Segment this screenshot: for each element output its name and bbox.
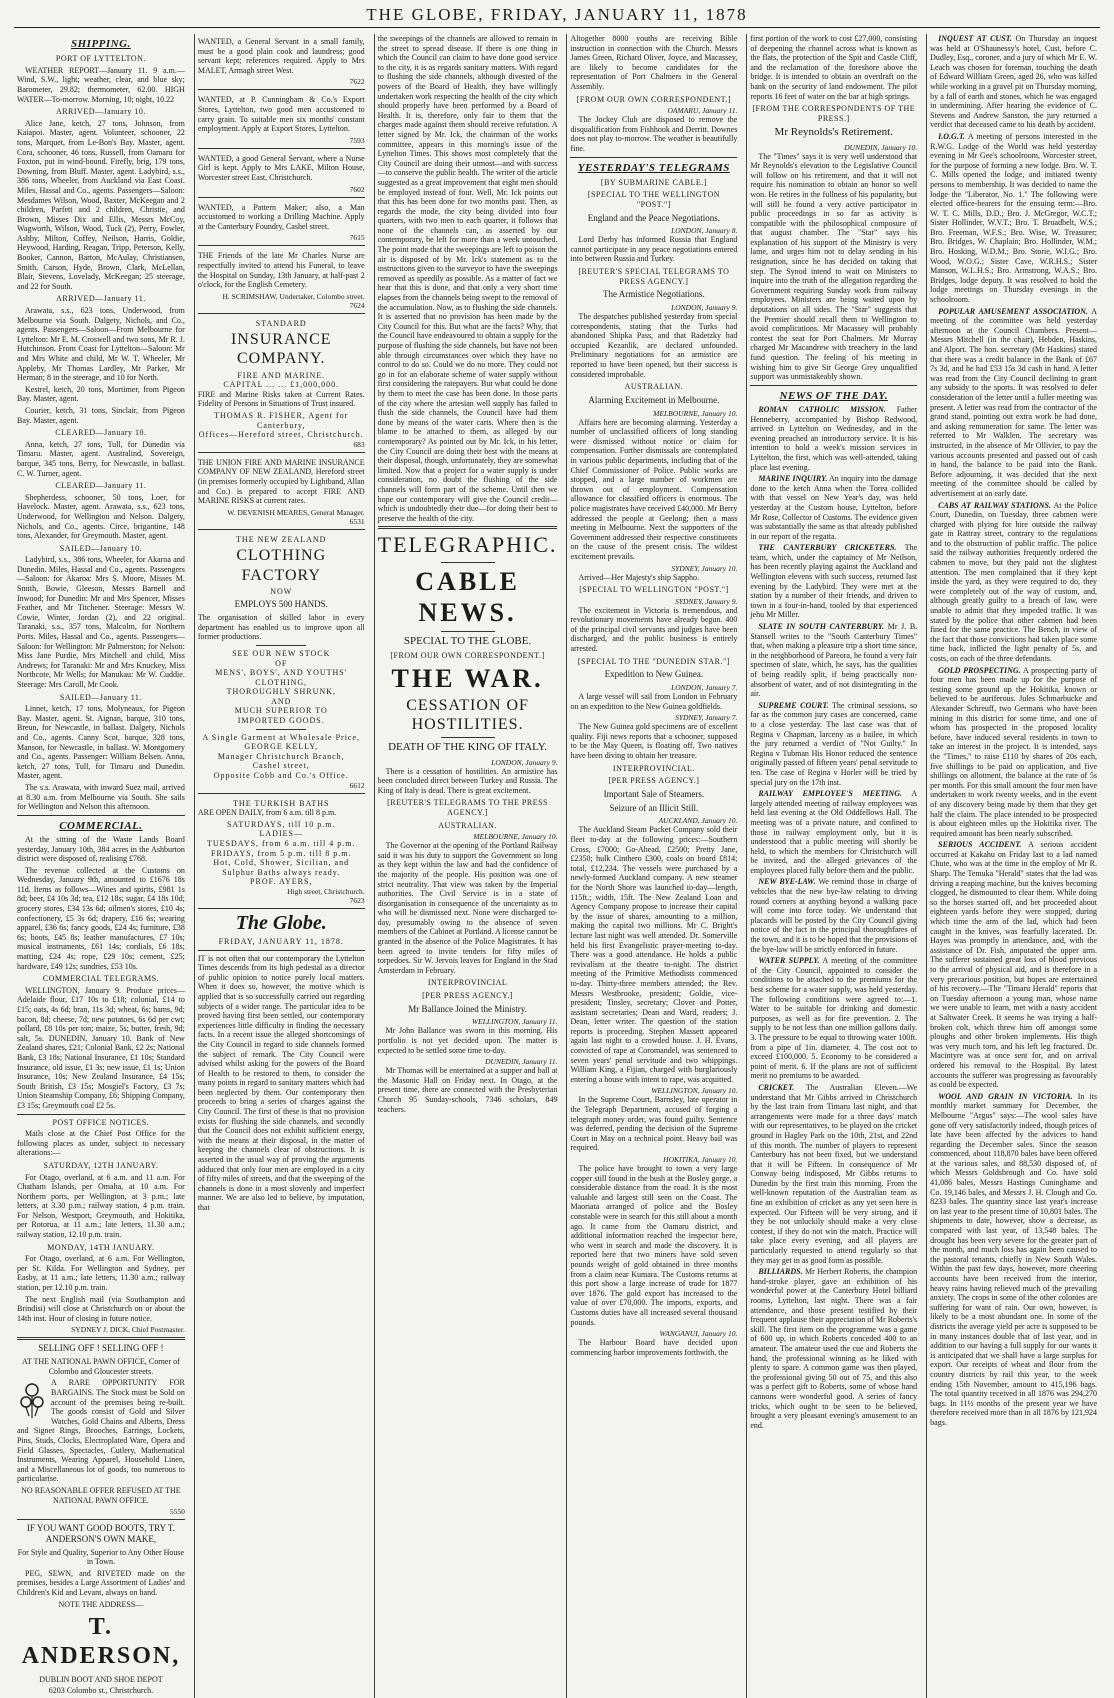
item-body: The Australian Eleven.—We understand that Mr Gibbs arrived in Christchurch by the last train from Timaru last night, and that arrangements were made for a three days' match with our representatives, to be played on the cricket ground in Hagley Park on the 10th, 21st, and 22nd of this month. The number of players to represent Canterbury has not been fixed, but we understand that it will be Fifteen. In consequence of Mr Conway being indisposed, Mr Gibbs returns to Dunedin by the first train this morning. From the well-known reputation of the Australian team as fine an exhibition of cricket as any yet seen here is expected. Our Fifteen will be very strong, and if they be not unluckily should make a very close contest, if they do not win the match. Practice will take place every evening, and all players are particularly requested to attend regularly so that they may get in as good form as possible. bbox=[750, 1082, 918, 1265]
fire-marine-label: FIRE AND MARINE. bbox=[237, 370, 326, 380]
item-body: Father Henneberry, accompanied by Bishop Redwood, arrived in Lyttelton on Wednesday, and in the evening preached an introductory service. It is his intention to hold a week's mission services in Lyttelton, the first, which was well-attended, taking place last evening. bbox=[750, 404, 918, 472]
dunedin-body: Mr Thomas will be entertained at a supper and ball at the Masonic Hall on Friday next. In Otago, at the present time, there are connected with the Presbyterian Church 95 Sunday-schools, 7346 scholars, 849 teachers. bbox=[377, 1066, 558, 1114]
baths-open-daily: ARE OPEN DAILY, from 6 a.m. till 8 p.m. bbox=[197, 808, 337, 818]
dateline: MELBOURNE, January 10. bbox=[653, 408, 738, 418]
item-label: POPULAR AMUSEMENT ASSOCIATION. bbox=[938, 306, 1088, 316]
opposite-cobb: Opposite Cobb and Co.'s Office. bbox=[213, 771, 349, 781]
fridays: FRIDAYS, from 5 p.m. till 8 p.m. bbox=[211, 848, 352, 858]
single-garment: A Single Garment at Wholesale Price, bbox=[202, 732, 361, 742]
masthead-rule bbox=[14, 27, 1100, 28]
item-label: CRICKET. bbox=[758, 1082, 795, 1092]
submarine-cable-tag: [BY SUBMARINE CABLE.] bbox=[600, 177, 707, 187]
new-guinea-heading: Expedition to New Guinea. bbox=[604, 669, 704, 680]
item-label: THE CANTERBURY CRICKETERS. bbox=[758, 543, 897, 553]
reuter-special-tag: [REUTER'S SPECIAL TELEGRAMS TO PRESS AGENCY.] bbox=[578, 267, 730, 286]
post-english-mail: The next English mail (via Southampton and Brindisi) will close at Christchurch on or about the 14th inst. Hour of closing in future notice. bbox=[17, 1294, 185, 1323]
pawn-ad-number: 5550 bbox=[169, 1507, 185, 1517]
ad-number: 7615 bbox=[349, 233, 365, 243]
fisher-offices: Offices—Hereford street, Christchurch. bbox=[198, 430, 364, 440]
of-label: OF bbox=[275, 658, 288, 668]
ad-number: 7593 bbox=[349, 135, 365, 145]
armistice-heading: The Armistice Negotiations. bbox=[603, 289, 705, 300]
turkish-baths-ad bbox=[198, 796, 365, 909]
rule bbox=[256, 645, 306, 646]
alarming-body: Affairs here are becoming alarming. Yesterday a number of unclassified officers of long standing were dismissed without notice or claim for compensation. Further dismissals are contemplated in various public departments, including that of the Chief Commissioner of Police. Public works are stopped, and a large number of workmen are thrown out of employment. Compensation allowance for classified officers is enormous. The police magistrates have received £40,000. Mr Berry addressed the people at Geelong; then a mass meeting in Melbourne. Next the supporters of the Government addressed their respective constituents on the cause of the present crisis. The wildest excitement prevails. bbox=[570, 417, 738, 561]
item-label: INQUEST AT CUST. bbox=[938, 34, 1012, 43]
wanted-ad bbox=[198, 200, 365, 247]
dateline: WELLINGTON, January 10. bbox=[651, 1086, 738, 1096]
standard-body: FIRE and Marine Risks taken at Current Rates. Fidelity of Persons in Situations of Trust insured. bbox=[197, 389, 365, 409]
post-saturday-text: For Otago, overland, at 6 a.m. and 11 a.m. For Chatham Islands, per Omaha, at 10 a.m. For Northern ports, per Wellington, at 3 p.m.; late letters, at 3.30 p.m.; railway station, 4 p.m. train. For Nelson, Westport, Greymouth, and Hokitika, per Rotorua, at 11 a.m.; late letters, 11.30 a.m.; railway station, 12.10 p.m. train. bbox=[17, 1172, 185, 1240]
wanted-ad bbox=[198, 92, 365, 148]
dateline: WELLINGTON, January 11. bbox=[471, 1017, 558, 1027]
clothing-label: CLOTHING, bbox=[255, 677, 308, 687]
war-body: There is a cessation of hostilities. An armistice has been concluded direct between Turkey and Russia. The King of Italy is dead. There is great excitement. bbox=[377, 766, 558, 795]
meares-signature: W. DEVENISH MEARES, General Manager. bbox=[227, 507, 365, 517]
ladies-label: LADIES— bbox=[259, 829, 303, 839]
post-saturday-heading: SATURDAY, 12TH JANUARY. bbox=[43, 1160, 159, 1170]
union-fire-text: THE UNION FIRE AND MARINE INSURANCE COMPANY OF NEW ZEALAND, Hereford street (in premises formerly occupied by Lightband, Allan and Co.) is prepared to accept FIRE AND MARINE RISKS at current rates. bbox=[197, 457, 365, 506]
interprovincial-heading: INTERPROVINCIAL. bbox=[612, 763, 695, 773]
dateline: SYDNEY, January 7. bbox=[675, 713, 738, 723]
item-label: SUPREME COURT. bbox=[758, 700, 829, 710]
masthead-title: THE GLOBE, FRIDAY, JANUARY 11, 1878 bbox=[366, 4, 748, 24]
sailed-11-heading: SAILED—January 11. bbox=[59, 692, 142, 702]
commercial-telegrams-heading: COMMERCIAL TELEGRAMS. bbox=[42, 974, 160, 984]
post-monday-heading: MONDAY, 14TH JANUARY. bbox=[47, 1242, 155, 1252]
arrived-11-text: Arawata, s.s., 623 tons, Underwood, from Melbourne via South. Dalgety, Nichols, and Co., agents. Passengers—Saloon—From Melbourne for Lyttelton: Mr E. M. Croswell and two sons, Mr R. J. Hutchinson. From Coast for Lyttelton—Saloon: Mr and Mrs White and child, Mr W. T. Wheeler, Mr Appleby, Mr Thomas Lardley, Mr Parker, Mr Herman; 8 in the steerage, and 10 for North. bbox=[17, 306, 185, 383]
item-body: A meeting of the committee was held yesterday afternoon at the Council Chambers. Present—Messrs Mitchell (in the chair), Hebden, Haskins, and Alport. The hon. secretary (Mr Haskins) stated that there was a credit balance in the Bank of £67 7s 3d, and he had £53 15s 3d cash in hand. A letter was read from the City Council declining to grant any subsidy to the sports. It was resolved to defer consideration of the letter until a fuller meeting was present. A letter was read from the contractor of the grand stand, pointing out extra work he had done, and asking remuneration for same. The letter was referred to Mr Walklen. The secretary was instructed, in the absence of Mr Ollivier, to pay the various accounts presented and passed out of cash in hand, the balance to be paid into the Bank. Before adjourning, it was decided that the next meeting of the committee should be called by advertisement at an early date. bbox=[930, 306, 1098, 498]
undertaker-signature: H. SCRIMSHAW, Undertaker, Colombo street. bbox=[222, 291, 365, 301]
telegraphic-heading: TELEGRAPHIC. bbox=[377, 532, 558, 558]
item-label: WATER SUPPLY. bbox=[758, 956, 820, 966]
oamaru-body: The Jockey Club are disposed to remove the disqualification from Fishhook and Derritt. Downes does not play to-morrow. The weather is beautifully fine. bbox=[570, 115, 738, 153]
dateline: SYDNEY, January 9. bbox=[675, 596, 738, 606]
imported-goods: IMPORTED GOODS. bbox=[237, 716, 325, 726]
armistice-body: The despatches published yesterday from special correspondents, stating that the Turks had abandoned Shipka Pass, and that Radetzky had occupied Kezanlik, are declared unfounded. Preliminary negotiations for an armistice are reported to have been opened, but their success is considered improbable. bbox=[570, 312, 738, 379]
no-reasonable-offer: NO REASONABLE OFFER REFUSED AT THE NATIONAL PAWN OFFICE. bbox=[21, 1485, 181, 1505]
post-office-intro: Mails close at the Chief Post Office for the following places as under, subject to necessary alterations:— bbox=[17, 1129, 185, 1158]
dateline: LONDON, January 9. bbox=[671, 303, 738, 313]
item-label: WOOL AND GRAIN IN VICTORIA. bbox=[938, 1091, 1073, 1101]
steamers-body: The Auckland Steam Packet Company sold their fleet to-day at the following prices:—Southern Cross, £7000; Go-Ahead, £2500; Pretty Jane, £2350; hulk Cinthero £300, coals on board £814; total, £12,234. The vessels were purchased by a newly-formed Auckland company. A new steamer for the North Shore was launched to-day—length, 115ft.; width, 15ft. The New Zealand Loan and Agency Company propose to increase their capital by the issue of shares, amounting to a million, making the capital two millions. Mr C. Bright's lecture last night was well attended. Dr. Somerville held his first Evangelistic prayer-meeting to-day. There was a good attendance. He holds a public revivalism at the theatre to-night. The district meeting of the Primitive Methodists commenced to-day. Thirty-three members attended; the Rev. Messrs Westbrooke, president; Goldie, vice-president; Tinsley, secretary; Clover and Potter, assistant secretaries; Dean and Ward, readers; J. Dean, letter writer. The question of the station reports is proceeding. Stephen Massett appeared again last night to a crowded house. J. H. Evans, convicted of rape at Coromandel, was sentenced to seven years' penal servitude and two whippings. William King, a Fijian, charged with burglariously entering a house with intent to rape, was acquitted. bbox=[570, 825, 738, 1084]
selling-off-heading: SELLING OFF ! SELLING OFF ! bbox=[38, 1343, 164, 1354]
dateline: DUNEDIN, January 11. bbox=[485, 1057, 558, 1067]
kestrel-text: Kestrel, ketch, 20 tons, Mortimer, from Pigeon Bay. Master, agent. bbox=[17, 384, 185, 404]
ad-number: 7602 bbox=[349, 184, 365, 194]
union-fire-ad bbox=[198, 455, 365, 530]
item-body: The team, which, under the captaincy of Mr Neilson, has been recently playing against the Auckland and Wellington elevens with such success, returned last evening by the Ladybird. They were met at the station by a number of their friends, and driven to town in a four-in-hand, tooled by that experienced jehu Mr Miller. bbox=[750, 543, 918, 620]
globe-editorial-date: FRIDAY, JANUARY 11, 1878. bbox=[218, 936, 344, 946]
item-label: NEW BYE-LAW. bbox=[758, 877, 816, 887]
turkish-baths-title: THE TURKISH BATHS bbox=[233, 798, 330, 808]
jewelry-icon bbox=[17, 1380, 47, 1420]
arrived-heading: ARRIVED—January 10. bbox=[55, 107, 146, 117]
cleared-11-text: Shepherdess, schooner, 50 tons, Loer, for Havelock. Master, agent. Arawata, s.s., 623 tons, Underwood, for Wellington and Nelson. Dalgety, Nichols, and Co., agents. Circe, brigantine, 148 tons, Alexander, for Greymouth. Master, agent. bbox=[17, 492, 185, 541]
death-king-heading: DEATH OF THE KING OF ITALY. bbox=[388, 741, 548, 754]
item-label: SERIOUS ACCIDENT. bbox=[938, 840, 1022, 850]
cleared-text: Anna, ketch, 27 tons, Tull, for Dunedin via Timaru. Master, agent. Australind, Sovereign, barque, 345 tons, Berry, for Newcastle, in ballast. C. W. Turner, agent. bbox=[17, 439, 185, 478]
wanted-pattern-maker: WANTED, a Pattern Maker; also, a Man accustomed to working a Drilling Machine. Apply at the Canterbury Foundry, Cashel street. bbox=[197, 202, 365, 231]
sailed-11-text: Linnet, ketch, 17 tons, Molyneaux, for Pigeon Bay. Master, agent. St. Aignan, barque, 310 tons, Breun, for Newcastle, in ballast. Dalgety, Nichols and Co., agents. Canny Scot, barque, 328 tons, Manson, for Newcastle, in ballast. W. Montgomery and Co., agents. Passenger: William Belsen. Anna, ketch, 27 tons, Tull, for Timaru and Dunedin. Master, agent. bbox=[17, 704, 185, 781]
item-label: BILLIARDS. bbox=[758, 1267, 803, 1277]
globe-editorial-title: The Globe. bbox=[235, 911, 327, 934]
rule bbox=[441, 562, 495, 563]
rare-opportunity-text: A RARE OPPORTUNITY FOR BARGAINS. The Stock must be Sold on account of the premises being re-built. The goods consist of Gold and Silver Watches, Gold Chains and Alberts, Dress and Signet Rings, Brooches, Earrings, Lockets, Pins, Studs, Clocks, Electroplated Ware, Opera and Field Glasses, Spectacles, Cutlery, Mathematical Instruments, Wearing Apparel, Household Linen, and a Miscellaneous lot of goods, too numerous to particularise. bbox=[17, 1378, 185, 1484]
press-agency-tag: [PER PRESS AGENCY.] bbox=[608, 776, 700, 786]
and-label: AND bbox=[271, 696, 292, 706]
nz-label: THE NEW ZEALAND bbox=[236, 534, 327, 544]
mens-boys-youths: MENS', BOYS', AND YOUTHS' bbox=[215, 668, 348, 678]
capital-line: CAPITAL ... ... £1,000,000. bbox=[223, 380, 340, 390]
col5-intro: first portion of the work to cost £27,000, consisting of deepening the channel across what is known as the flats, the protection of the Spit and Castle Cliff, and the reclamation of the foreshore above the bridge. It is intended to obtain an overdraft on the bank on the security of land endowment. The pilot reports 16 feet of water on the bar at high springs. bbox=[750, 34, 918, 101]
new-guinea-body: A large vessel will sail from London in February on an expedition to the New Guinea goldfields. bbox=[570, 692, 738, 711]
cashel-street: Cashel street, bbox=[252, 761, 310, 771]
cleared-heading: CLEARED—January 10. bbox=[55, 428, 147, 438]
item-body: An inquiry into the damage done to the ketch Anna when the Torea collided with that vessel on New Year's day, was held yesterday at the Custom house, Lyttelton, before Mr Rose, Collector of Customs. The evidence given was substantially the same as that already published in our report of the regatta. bbox=[750, 474, 918, 541]
clothing-factory-title: CLOTHING FACTORY bbox=[236, 547, 327, 584]
reynolds-body: The "Times" says it is very well understood that Mr Reynolds's elevation to the Legislative Council will follow on his retirement, and that it will not require his nomination to obtain an honor so well won. He retires in the fullness of his popularity, but will still be found a very active participator in public proceedings in so far as activity is compatible with the philosophical composure of that august chamber. The "Star" says his explanation of his support of the Ministry is very lame, and urges him not to delay sending in his resignation, since he has decided on taking that step. The Synod intend to wait on Ministers to inquire into the truth of the allegation regarding the Government requiring Sunday work from railway employees. Ministers are being waited upon by deputations on all sides. The "Star" suggests that the Premier should recall them to Wellington to avoid complications. Mr Macassey will probably contest the seat for Port Chalmers. Mr Murray charged Mr Macandrew with treachery in the land fund question. The feeling of his meeting in wishing him to give Sir George Grey unqualified support was unmistakeably shown. bbox=[750, 151, 918, 382]
kelly-title: Manager Christchurch Branch, bbox=[217, 751, 345, 761]
dateline: DUNEDIN, January 10. bbox=[844, 142, 918, 152]
see-stock: SEE OUR NEW STOCK bbox=[232, 648, 331, 658]
ad-number: 6612 bbox=[349, 780, 365, 790]
wanted-servant-1: WANTED, a General Servant in a small family, must be a good plain cook and laundress; good servant kept; references required. Apply to Mrs MALET, Armagh street West. bbox=[197, 37, 365, 75]
item-label: SLATE IN SOUTH CANTERBURY. bbox=[758, 622, 885, 632]
column-5 bbox=[746, 34, 920, 1698]
the-war-heading: THE WAR. bbox=[391, 663, 544, 693]
special-post-tag: [SPECIAL TO THE WELLINGTON "POST."] bbox=[587, 190, 720, 209]
funeral-text: THE Friends of the late Mr Charles Nurse are respectfully invited to attend his Funeral, to leave the Hospital on Sunday, 13th January, at half-past 2 o'clock, for the English Cemetery. bbox=[197, 251, 365, 290]
shipping-title: SHIPPING. bbox=[71, 38, 131, 50]
anderson-name: T. ANDERSON, bbox=[21, 1614, 181, 1670]
dublin-depot: DUBLIN BOOT AND SHOE DEPOT bbox=[39, 1674, 163, 1684]
press-correspondents-tag: [FROM THE CORRESPONDENTS OF THE PRESS.] bbox=[752, 104, 916, 123]
rule bbox=[750, 385, 917, 386]
employs-label: EMPLOYS 500 HANDS. bbox=[234, 599, 328, 610]
sydney-body: Arrived—Her Majesty's ship Sappho. bbox=[578, 572, 700, 582]
cessation-heading: CESSATION OF HOSTILITIES. bbox=[406, 697, 529, 734]
special-post-tag: [SPECIAL TO WELLINGTON "POST."] bbox=[579, 585, 729, 595]
dunedin-star-tag: [SPECIAL TO THE "DUNEDIN STAR."] bbox=[577, 656, 730, 666]
item-label: CABS AT RAILWAY STATIONS. bbox=[938, 500, 1051, 510]
wanted-ad bbox=[198, 34, 365, 90]
yesterdays-telegrams-heading: YESTERDAY'S TELEGRAMS bbox=[577, 161, 730, 174]
wanted-ad bbox=[198, 151, 365, 198]
saturdays: SATURDAYS, till 10 p.m. bbox=[226, 819, 336, 829]
item-label: GOLD PROSPECTING. bbox=[938, 665, 1021, 675]
column-3 bbox=[374, 34, 561, 1698]
ayers-name: PROF. AYERS, bbox=[250, 877, 313, 887]
rule bbox=[198, 950, 365, 951]
rule bbox=[441, 737, 495, 738]
rule bbox=[570, 157, 737, 158]
item-body: Mr Herbert Roberts, the champion hand-stroke player, gave an exhibition of his wonderful power at the Canterbury Hotel billiard rooms, Lyttelton, last night. There was a fair attendance, and those present testified by their frequent applause their appreciation of Mr Roberts's skill. The first item on the programme was a game of 600 up, in which Roberts conceded 400 to an amateur. The amateur used the cue and Roberts the hand, the professional winning as he liked with plenty to spare. A common game was then played, the professional giving 50 out of 75, and this also was a perfect gift to Roberts, some of whose hand cannons were wonderful good. A series of fancy tricks, which ought to be seen to be believed, brought a very pleasant evening's amusement to an end. bbox=[750, 1267, 918, 1430]
item-label: RAILWAY EMPLOYEE'S MEETING. bbox=[758, 789, 902, 799]
arrived-text: Alice Jane, ketch, 27 tons, Johnson, from Kaiapoi. Master, agent. Volunteer, schooner, 22 tons, Marquet, from Le-Bon's Bay. Master, agent. Cora, schooner, 46 tons, Russell, from Oamaru for Foxton, put in wind-bound. Firefly, brig, 179 tons, Downing, from Bluff. Master, agent. Ladybird, s.s., 386 tons, Wheeler, from Auckland via East Coast. Miles, Hassal and Co., agents. Passengers—Saloon: Mesdames Wilson, Wood, Baxter, McKeegan and 2 children, Parfett and 2 children, Christie, and Brown, Misses Dix and Ellis, Messrs McCoy, Wagworth, Wilson, Wood, Tuck (2), Perry, Fowler, Ashby, Milton, Coffey, Neilson, Harris, Goldie, Heywood, Harding, Reagan, Tripp, Peterson, Kelly, Booker, Cannon, Barton, McAulay, Christiansen, Smith, Carson, Hyde, Brown, Clark, McLellan, Blair, Stevens, Lovelady, McKeegan; 25 steerage, and 22 for South. bbox=[17, 118, 185, 291]
now-label: NOW bbox=[270, 586, 293, 596]
own-correspondent: [FROM OUR OWN CORRESPONDENT.] bbox=[390, 651, 545, 661]
new-guinea-body-2: The New Guinea gold specimens are of excellent quality. Fiji news reports that a schooner, supposed to be the May Queen, is floating off. Two natives have been diving to obtain her treasure. bbox=[570, 722, 738, 761]
ad-number: 6531 bbox=[349, 516, 365, 526]
sydney-9-body: The excitement in Victoria is tremendous, and revolutionary movements have already begun. 400 of the principal civil servants and judges have been discharged, and the public business is entirely arrested. bbox=[570, 605, 738, 654]
standard-insurance-ad bbox=[198, 316, 365, 453]
boots-heading: IF YOU WANT GOOD BOOTS, TRY T. ANDERSON'S OWN MAKE, bbox=[26, 1523, 175, 1544]
item-body: On Thursday an inquest was held at O'Shaunessy's hotel, Cust, before C. Dudley, Esq., coroner, and a jury of which Mr E. W. Leach was chosen for foreman, touching the death of Edward William Green, aged 26, who was killed while working in a gravel pit on Thursday morning, by a fall of earth and stones, which he was engaged in undermining. After hearing the evidence of C. Stevens and Andrew Sanston, the jury returned a verdict that deceased came to his death by accident. bbox=[930, 34, 1097, 130]
port-heading: PORT OF LYTTELTON. bbox=[55, 54, 146, 64]
item-label: ROMAN CATHOLIC MISSION. bbox=[758, 404, 886, 414]
ad-number: 7624 bbox=[349, 300, 365, 310]
alarming-heading: Alarming Excitement in Melbourne. bbox=[588, 394, 720, 405]
england-peace-heading: England and the Peace Negotiations. bbox=[587, 212, 721, 223]
interprovincial-heading: INTERPROVINCIAL bbox=[427, 978, 508, 988]
dateline: OAMARU, January 11. bbox=[667, 106, 738, 116]
dateline: AUCKLAND, January 10. bbox=[658, 816, 738, 826]
rule bbox=[378, 526, 558, 529]
much-superior: MUCH SUPERIOR TO bbox=[234, 706, 328, 716]
dateline: LONDON, January 8. bbox=[671, 226, 738, 236]
news-of-the-day-heading: NEWS OF THE DAY. bbox=[779, 389, 888, 402]
colombo-address: 6203 Colombo st., Christchurch. bbox=[48, 1686, 154, 1696]
rule bbox=[441, 631, 495, 632]
commercial-para-1: At the sitting of the Waste Lands Board yesterday, January 10th, 384 acres in the Ashburton district were disposed of, realising £768. bbox=[17, 834, 185, 864]
dateline: LONDON, January 7. bbox=[671, 683, 738, 693]
item-body: A largely attended meeting of railway employees was held last evening at the Old Oddfellows Hall. The meeting was of a private nature, and confined to those in railway employment only, but it is understood that a public meeting will shortly be held, to which the members for Christchurch will be invited, and the alleged grievances of the employees placed fully before them and the public. bbox=[750, 789, 918, 875]
standard-label: STANDARD bbox=[255, 318, 307, 328]
own-correspondent: [FROM OUR OWN CORRESPONDENT.] bbox=[576, 94, 732, 104]
item-label: I.O.G.T. bbox=[938, 131, 965, 141]
commercial-title: COMMERCIAL. bbox=[59, 819, 143, 832]
insurance-company-title: INSURANCE COMPANY. bbox=[230, 331, 332, 368]
column-2 bbox=[194, 34, 368, 1698]
funeral-notice bbox=[198, 248, 365, 313]
melbourne-body: The Governor at the opening of the Portland Railway said it was his duty to support the Government so long as they kept within the law and had the confidence of the majority of the people. His position was one of strict neutrality. That view was taken by the Imperial authorities. The Civil Service is in a state of disorganisation in consequence of the uncertainty as to who will be dismissed next. None were discharged to-day, presumably owing to the absence of seven members of the Cabinet at Portland. A license cannot be granted in the absence of the Police Magistrates. It has been agreed to invite tenders for fifty miles of torpedoes. Sir W. Jervois leaves for England in the Stad Amsterdam in February. bbox=[377, 841, 558, 975]
dateline: WANGANUI, January 10. bbox=[659, 1329, 738, 1339]
post-monday-text: For Otago, overland, at 6 a.m. For Wellington, per St. Kilda. For Wellington and Sydney, per Easby, at 11 a.m.; late letters, 11.30 a.m.; railway station, per 12.10 p.m. train. bbox=[17, 1254, 185, 1293]
item-body: A serious accident occurred at Kakahu on Friday last to a lad named Chute, who was at the time in the employ of Mr R. Sharp. The Temuka "Herald" states that the lad was driving a reaping machine, but the knives becoming clogged, he dismounted to clear them. While doing so the horses started off, and bet proceeded about eighteen yards before they were stopped, during which time the arm of the lad, which had been caught in the knives, was fearfully lacerated. Dr. Hayes was promptly in attendance, and, with the assistance of Dr. Fish, amputated the upper arm. The sufferer sustained great loss of blood previous to the arrival of physical aid, and is therefore in a very precarious position, but hopes are entertained of his recovery.—The "Timaru Herald" reports that on Tuesday afternoon a young man, whose name we were unable to learn, met with a nasty accident at Saltwater Creek. It seems he was trying a half-broken colt, which threw him off amongst some ploughs and other broken implements. His thigh was very much torn, and his left leg fractured. Dr. Macintyre was at once sent for, and on arrival ordered his removal to the Hospital. By latest accounts the sufferer was progressing as favourably as could be expected. bbox=[930, 840, 1097, 1090]
newspaper-columns bbox=[14, 34, 1100, 1696]
rule bbox=[17, 1337, 185, 1340]
column-4 bbox=[566, 34, 740, 1698]
sailed-heading: SAILED—January 10. bbox=[59, 543, 143, 553]
postmaster-signature: SYDNEY J. DICK, Chief Postmaster. bbox=[71, 1325, 185, 1335]
item-body: In its monthly market summary for December, the Melbourne "Argus" says:—The wool sales have gone off very satisfactorily indeed, though prices of late have been affected by the advices to hand regarding the December sales. Since the season commenced, about 118,870 bales have been offered at the various sales, and 88,530 disposed of, of which Messrs Goldsbrough and Co. have sold 41,086 bales, Messrs Hastings Cuninghame and Co. 19,146 bales, and Messrs J. H. Clough and Co. 8233 bales. The quantity since last year's increase on last year to the present time of 10,801 bales. The shipments to date, however, show a decrease, as compared with last year, of 13,548 bales. The drought has been very severe for the greater part of the month, and much loss has again been caused to the pastoral tenants, chiefly in New South Wales. Within the past few days, however, more cheering accounts have been received from the interior, heavy rains having relieved much of the prevailing anxiety. The crops in some of the other colonies are suffering for want of rain. Our own, however, is likely to be a most abundant one. In some of the districts the average yield per acre is supposed to be in many instances double that of last year, and in addition to our having a full supply for our wants it is anticipated that we shall have a large surplus for export. Our receipts of wheat and flour from the country districts by rail this year, to the week ending 15th November, amount to 415,196 bags. The total quantity received in all 1876 was 294,270 bags. In 11½ months of the present year we have therefore received more than in all 1876 by 121,924 bags. bbox=[930, 1091, 1097, 1427]
commercial-para-2: The revenue collected at the Customs on Wednesday, January 9th, amounted to £1676 18s 11d. Items as follows—Wines and spirits, £981 1s 8d; beer, £4 10s 3d; tea, £12 18s; sugar, £4 18s 10d; grocery stores, £34 13s 6d; oilmen's stores, £10 4s; confectionery, £5 3s 6d; drapery, £16 6s; wearing apparel, £36 6s; fancy goods, £24 4s; furniture, £38 6s; boots, £45 8s; leather manufactures, £7 10s; musical instruments, £61 14s; cordials, £6 18s; matting, £24 4s; rope, £29 10s; cement, £25; hardware, £49 12s; sundries, £53 10s. bbox=[17, 865, 185, 971]
rule bbox=[17, 1114, 185, 1115]
wellington-body: In the Supreme Court, Barnsley, late operator in the Telegraph Department, accused of forging a telegraph money order, was found guilty. Sentence was deferred, pending the decision of the Supreme Court in May on a technical point. Heavy bail was required. bbox=[570, 1095, 738, 1153]
australian-heading: AUSTRALIAN. bbox=[624, 382, 684, 392]
rule bbox=[17, 1519, 185, 1520]
australian-heading: AUSTRALIAN. bbox=[438, 820, 497, 830]
ballance-heading: Mr Ballance Joined the Ministry. bbox=[408, 1003, 527, 1014]
baths-types: Hot, Cold, Shower, Sicilian, and Sulphur Baths always ready. bbox=[213, 858, 350, 877]
masthead bbox=[0, 0, 1114, 30]
item-body: A meeting of the committee of the City Council, appointed to consider the conditions to be attached to the premiums for the best scheme for a water supply, was held yesterday. The following conditions were agreed to:—1. Water to be suitable for drinking and domestic purposes, as well as for fire prevention. 2. The supply to be not less than one million gallons daily. 3. The pressure to be equal to throwing water 100ft. from a pipe of 1in. diameter. 4. The cost not to exceed £100,000. 5. Economy to be considered a point of merit. 6. If the plans are not of sufficient merit no premiums to be awarded. bbox=[750, 956, 918, 1081]
national-pawn-office: AT THE NATIONAL PAWN OFFICE, Corner of Colombo and Gloucester streets. bbox=[22, 1357, 180, 1376]
dateline: HOKITIKA, January 10. bbox=[663, 1155, 738, 1164]
item-body: A meeting of persons interested in the R.W.G. Lodge of the World was held yesterday evening in Mr Gee's schoolroom, Worcester street, for the purpose of forming a new lodge. Bro. W. T. C. Mills opened the lodge, and initiated twenty persons to membership. It was decided to name the lodge the "Liberator, No. 1." The following were elected office-bearers for the ensuing term:—Bro. W. T. C. Mills, D.D.; Bro. J. McGregor, W.C.T.; Sister Hollinder, W.V.T.; Bro. T. Broadbelt, W.S.; Bro. Freeman, W.F.S.; Bro. Wise, W. Treasurer; Bro. Bridges, W. Chaplain; Bro. Hollinder, W.M.; Bro. Hosking, W.D.M.; Bro. Storie, W.I.G.; Bro. Wood, W.O.G.; Sister Cave, W.R.H.S.; Sister Manson, W.L.H.S.; Bro. Armstrong, W.A.S.; Bro. Bridges, lodge deputy. It was resolved to hold the lodge meetings on Thursday evenings in the schoolroom. bbox=[930, 131, 1097, 305]
fisher-name: THOMAS R. FISHER, Agent for Canterbury, bbox=[214, 411, 349, 430]
item-body: A prospecting party of four men has been made up for the purpose of testing some ground up the Hokitika, known or believed to be auriferous. Jules Schmarbucke and Alexander Schreuff, two Germans who have been mining in this district for some time, and one of whom has prospected in the proposed locality before, have induced several residents in town to take an interest in the project. It is intended, says the "Times," to raise £110 by shares of 20s each, five shillings to be paid on application, and five shillings on allotment, the balance at the rate of 5s per month. For this small amount the four men have undertaken to work twenty weeks, and in the event of any discovery being made by them that they get half the claim. The place intended to be prospected is about eighteen miles up the Hokitika river. The required amount has been nearly subscribed. bbox=[930, 665, 1098, 838]
high-street: High street, Christchurch. bbox=[287, 886, 365, 896]
wanganui-body: The Harbour Board have decided upon commencing harbor improvements forthwith, the bbox=[570, 1338, 738, 1357]
weather-report: WEATHER REPORT—January 11. 9 a.m.—Wind, S.W., light; weather, clear, and blue sky; Barometer, 29.82; thermometer, 62.00. HIGH WATER—To-morrow. Morning, 10; night, 10.22 bbox=[17, 65, 185, 104]
editorial-text: IT is not often that our contemporary the Lyttelton Times descends from its high pedestal as a director of public opinion to notice purely local matters. When it does so, however, the motive which is applied that is so successfully carried out regarding subjects of a wider range. The particular idea to be proved having first been settled, our contemporary experiences little difficulty in finding the necessary facts. In a recent issue the alleged shortcomings of the City Council in regard to side channels formed the subject of remark. The City Council were advised whilst asking for the powers of the Board of Health to be restored to them, to consider the many points in regard to sanitary matters which had been neglected by them. Our contemporary then proceeds to bring a series of charges against the City Council. The first of these is that no provision exists for flushing the side channels, and secondly that the Council does not exhibit sufficient energy, with the means at their disposal, in the matter of keeping the channels clear of obstructions. It is asserted in the usual way of proving the arguments adduced that only four men are employed in a city of fifty miles of streets, and that the sweeping of the channels is done in a most slovenly and imperfect manner. We are also led to believe, by imputation, that bbox=[197, 953, 365, 1213]
press-agency-tag: [PER PRESS AGENCY.] bbox=[422, 991, 514, 1001]
wanted-men-2: WANTED, at P. Cunningham & Co.'s Export Stores, Lyttelton, two good men accustomed to carry grain. To suitable men six months' constant employment. Apply at Export Stores, Lyttelton. bbox=[197, 95, 365, 134]
post-office-heading: POST OFFICE NOTICES. bbox=[52, 1117, 150, 1127]
clothing-factory-ad bbox=[198, 532, 365, 794]
kelly-name: GEORGE KELLY, bbox=[244, 742, 319, 752]
ad-number: 7623 bbox=[349, 895, 365, 905]
column-1 bbox=[14, 34, 188, 1698]
arrived-11-heading: ARRIVED—January 11. bbox=[56, 294, 146, 304]
dateline: MELBOURNE, January 10. bbox=[473, 832, 558, 842]
item-label: MARINE INQUIRY. bbox=[758, 474, 828, 484]
steamers-heading: Important Sale of Steamers. bbox=[603, 788, 705, 799]
wanted-servant-3: WANTED, a good General Servant, where a Nurse Girl is kept. Apply to Mrs LAKE, Milton House, Worcester street East, Christchurch. bbox=[197, 153, 365, 182]
sailed-text: Ladybird, s.s., 386 tons, Wheeler, for Akaroa and Dunedin. Miles, Hassal and Co., agents. Passengers—Saloon: for Akaroa: Mrs S. Moore, Misses M. Smith, Bowie, Gleeson, Messrs Barnell and Inwood; for Dunedin: Mr and Mrs Spencer, Misses Feather, and Mr Titchener. Steerage: Messrs W. Cowie, Winter, Jordan (2), and 22 original. Taranaki, s.s., 357 tons, Malcolm, for Northern Ports. Miles, Hassal and Co., agents. Passengers—Saloon: for Wellington: Mr Palmerston; for Nelson: Miss Jane Purdie, Mrs Mitchell and child, Miss Andrews; for Taranaki: Mr and Mrs Knuckey, Miss Northcote, Mr Wells; for Manukau: Mr W. Cuddie. Steerage: Mrs Caroll, Mr Cook. bbox=[17, 555, 185, 689]
tuesdays: TUESDAYS, from 6 a.m. till 4 p.m. bbox=[207, 839, 356, 849]
commercial-telegrams-text: WELLINGTON, January 9. Produce prices—Adelaide flour, £17 10s to £18; colonial, £14 to £15; oats, 4s 6d; bran, 11s 3d; wheat, 6s; hams, 9d; bacon, 8d; cheese, 7d; new potatoes, 6s 6d per cwt; pollard, £8 10s per ton; maize, 5s; butter, fresh, 9d; salt, 5s. DUNEDIN, January 10. Bank of New Zealand shares, £21; Colonial Bank, £2 2s; National Bank, £3 18s; National Insurance, £1 10s; Standard Insurance, old issue, £1 3s; new issue, £1 1s; Union Insurance, 10s; New Zealand Insurance, £4 15s; South British, £3 15s; Mosgiel's Factory, £3 7s; Union Steamship Company, £6; Shipping Company, £3 15s; Greymouth coal £2 5s. bbox=[17, 985, 185, 1110]
column-6 bbox=[926, 34, 1100, 1698]
dateline: LONDON, January 9. bbox=[491, 757, 558, 767]
boots-subheading: For Style and Quality, Superior to Any Other House in Town. bbox=[17, 1547, 185, 1567]
item-body: At the Police Court, Dunedin, on Tuesday, three cabmen were charged with plying for hire outside the railway gate in Rattray street, contrary to the regulations and to the obstruction of public traffic. The police said the railway authorities frequently ordered the cabmen to move, but they paid not the slightest attention. The men complained that if they kept inside the yard, as they were required to do, they were completely out of the way of custom, and, although greatly guilty to a breach of law, were unable to admit that they impeded traffic. It was stated by the police that other cabmen had been fined for the same practice. The Bench, in view of the fact that those convictions had taken place some time back, inflicted the light penalty of 5s, and costs, on each of the three defendants. bbox=[930, 500, 1097, 663]
dateline: SYDNEY, January 10. bbox=[671, 563, 738, 573]
ad-number: 7622 bbox=[349, 77, 365, 87]
arawata-note: The s.s. Arawata, with inward Suez mail, arrived at 8.30 a.m. from Melbourne via South. She sails for Wellington and Nelson this afternoon. bbox=[17, 782, 185, 812]
ballance-body: Mr John Ballance was sworn in this morning. His portfolio is not yet decided upon. The matter is expected to be settled some time to-day. bbox=[377, 1026, 558, 1055]
rule bbox=[256, 729, 306, 730]
courier-text: Courier, ketch, 31 tons, Sinclair, from Pigeon Bay. Master, agent. bbox=[17, 405, 185, 425]
cable-news-heading: CABLE NEWS. bbox=[415, 566, 520, 627]
ad-number: 683 bbox=[353, 439, 365, 449]
item-body: Mr J. B. Stansell writes to the "South Canterbury Times" that, when making a pleasure trip a short time since, in the neighborhood of Pareora, he found a very fair specimen of slate, which, he says, has the qualities of being readily split, if being practically non-absorbent of water, and of not disintegrating in the air. bbox=[750, 622, 918, 699]
england-body: Lord Derby has informed Russia that England cannot participate in any peace negotiations entered into between Russia and Turkey. bbox=[570, 235, 738, 264]
pawn-ad bbox=[17, 1378, 185, 1484]
special-globe: SPECIAL TO THE GLOBE. bbox=[403, 635, 532, 648]
still-heading: Seizure of an Illicit Still. bbox=[609, 802, 699, 813]
pegged-text: PEG, SEWN, and RIVETED made on the premises, besides a Large Assortment of Ladies' and Children's Kid and Levant, always on hand. bbox=[17, 1568, 185, 1598]
hokitika-body: The police have brought to town a very large copper still found in the bush at the Bosley gorge, a considerable distance from the road. It is the most valuable and largest still seen on the Coast. The Maoriata arranged of police and the Bosley constable were in search for this still about a month ago. It came from the Oamaru district, and additional information reached the inspector here, who went in search and made the discovery. It is reported here that two miners have sold seven pounds weight of gold obtained in three months from a claim near Kumara. The Customs returns at this port show a large increase of trade for 1877 over 1876. The gold export has increased to the value of over £70,000. The imports, exports, and Customs duties have all increased several thousand pounds. bbox=[570, 1164, 738, 1327]
rule bbox=[17, 815, 185, 816]
col4-intro: Altogether 8000 youths are receiving Bible instruction in connection with the Church. Messrs James Green, Richard Oliver, Joyce, and Macassey, are likely to become candidates for the representation of Port Chalmers in the General Assembly. bbox=[570, 34, 738, 91]
note-address: NOTE THE ADDRESS— bbox=[58, 1599, 144, 1609]
item-body: We remind those in charge of vehicles that the new bye-law relating to driving round corners at anything beyond a walking pace will come into force today. We understand that placards will be posted by the City Council giving notice of the fact in the principal thoroughfares of the town, and it is to be hoped that the provisions of the bye-law will be strictly enforced in future. bbox=[750, 877, 918, 954]
shrunk-label: THOROUGHLY SHRUNK, bbox=[226, 687, 336, 697]
organisation-text: The organisation of skilled labor in every department has enabled us to improve upon all former productions. bbox=[197, 613, 365, 642]
cleared-11-heading: CLEARED—January 11. bbox=[55, 481, 147, 491]
reuter-tag: [REUTER'S TELEGRAMS TO THE PRESS AGENCY.] bbox=[387, 798, 548, 817]
editorial-continued: the sweepings of the channels are allowed to remain in the street to spread disease. If there is one thing in which the Council can claim to have done good service to the city, it is as regards sanitary matters. With regard to flushing the side channels, although divested of the powers of the Board of Health, they have willingly undertaken work respecting the health of the city which should properly have been performed by a Board of Health. It is, therefore, only fair to them that the charges made against them should receive refutation. A letter signed by Mr. Ick, the chairman of the works committee, appears in this morning's issue of the Lyttelton Times. This shows most completely that the City Council are doing their utmost—and with success—to conserve the public health. The writer of the article suggested as a great improvement that eight men should be employed instead of four. Well, Mr. Ick points out that this has been done for two months past. Then, as regards the mode, the city being divided into four quarters, with two men to each quarter, it follows that none of the channels can, as asserted by our contemporary, be left for more than a week untouched. The point made that the sweepings are left to poison the air is disposed of by Mr. Ick's statement as to the instructions given to the surveyor to have the sweepings removed as speedily as possible. As a matter of fact we hear that this is done, and that only a very short time elapses from the channels being swept to the removal of the accumulation. Now, as to flushing the side channels. It is asserted that no provision has been made by the City Council for this. But what are the facts? Why, that the Council have endeavoured to obtain a supply for the purpose of flushing the side channels, but have not been able through circumstances over which they have no control to do so. Could we do no more. They could not go in for an elaborate scheme of water supply without first considering the ratepayers. But what could be done by them to meet the case has been done. In those parts of the city where the artesian well supply has failed to flush the side channels, the Council have had them done by means of the water carts. Where then is the blame to be attached to them, as alleged by our contemporary? As pointed out by Mr. Ick, in his letter, the City Council are doing their best with the means at their disposal, though, unfortunately, they are somewhat limited. Now that a project for a water supply is under consideration, no doubt the flushing of the side channels will form part of the scheme. Until then we hope our contemporary will give the Council credit—which is undoubtedly their due—for doing their best to preserve the health of the city. bbox=[377, 34, 558, 523]
reynolds-heading: Mr Reynolds's Retirement. bbox=[774, 126, 893, 139]
item-body: The criminal sessions, so far as the common jury cases are concerned, came to a close yesterday. The last case was that of Regina v Chapman, larceny as a bailee, in which the jury returned a verdict of "Not Guilty." In Regina v Tubman His Honor reduced the sentence originally passed of fifteen years' penal servitude to ten. The case of Regina v Horler will be tried by special jury on the 17th inst. bbox=[750, 700, 918, 787]
